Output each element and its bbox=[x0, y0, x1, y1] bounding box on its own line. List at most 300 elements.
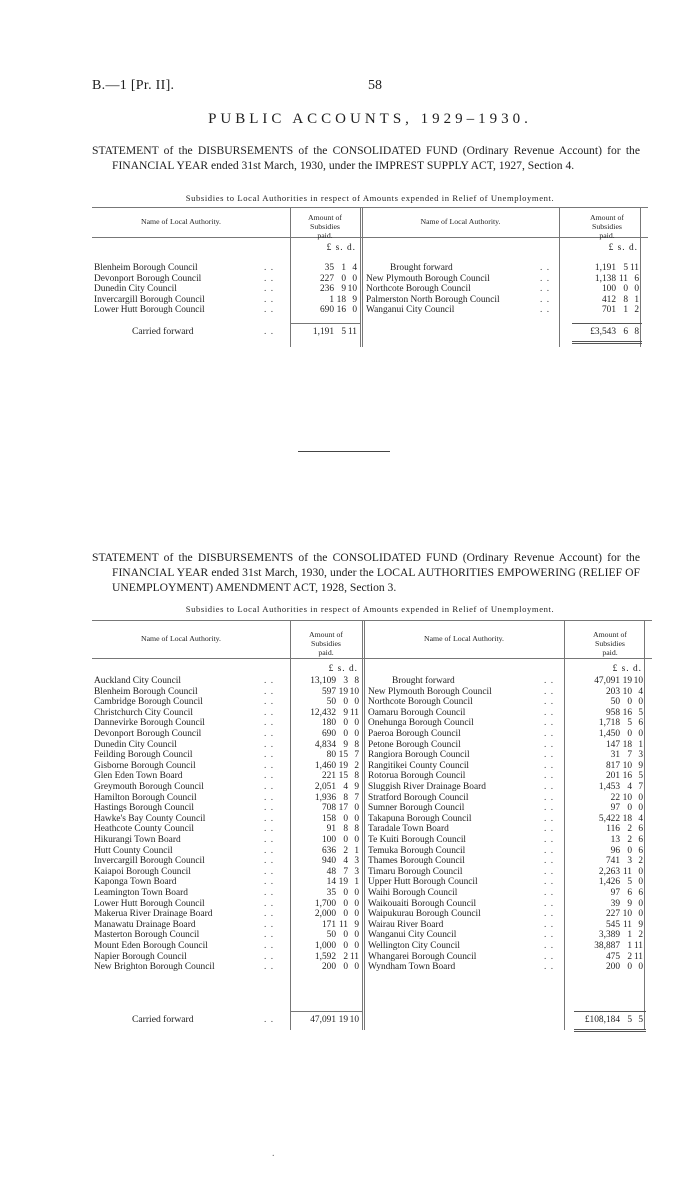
column-header-amount: Amount of Subsidies paid. bbox=[308, 630, 343, 657]
total-pence: 8 bbox=[634, 327, 639, 337]
authority-name: Onehunga Borough Council bbox=[368, 718, 474, 729]
leader-dots: . . bbox=[544, 845, 555, 856]
amount-pounds: 158 bbox=[321, 813, 336, 824]
amount-pence: 7 bbox=[638, 782, 643, 792]
amount-shillings: 18 bbox=[336, 294, 346, 305]
amount-pence: 11 bbox=[633, 941, 643, 951]
amount-shillings: 10 bbox=[622, 760, 632, 771]
authority-name: Napier Borough Council bbox=[94, 951, 187, 962]
amount-pence: 0 bbox=[638, 792, 643, 803]
section-divider bbox=[298, 451, 390, 452]
amount-pounds: 35 bbox=[324, 263, 334, 273]
amount-pounds: 201 bbox=[605, 771, 620, 782]
amount-pounds: 200 bbox=[321, 962, 336, 973]
amount-pounds: 1,000 bbox=[314, 941, 336, 951]
amount-pence: 4 bbox=[638, 813, 643, 824]
amount-shillings: 5 bbox=[627, 718, 632, 729]
authority-name: Kaponga Town Board bbox=[94, 877, 177, 888]
amount-pence: 8 bbox=[354, 739, 359, 750]
currency-units: £ s. d. bbox=[608, 243, 638, 253]
leader-dots: . . bbox=[540, 263, 551, 273]
authority-name: Sluggish River Drainage Board bbox=[368, 782, 486, 792]
authority-name: Sumner Borough Council bbox=[368, 803, 465, 814]
amount-pence: 0 bbox=[354, 729, 359, 739]
amount-pounds: 227 bbox=[319, 273, 334, 284]
amount-shillings: 8 bbox=[343, 792, 348, 803]
amount-pounds: 96 bbox=[610, 845, 620, 856]
amount-pence: 0 bbox=[638, 697, 643, 708]
amount-pence: 2 bbox=[638, 856, 643, 867]
amount-shillings: 1 bbox=[623, 305, 628, 316]
amount-shillings: 15 bbox=[338, 771, 348, 782]
authority-name: Blenheim Borough Council bbox=[94, 686, 198, 697]
page-title: PUBLIC ACCOUNTS, 1929–1930. bbox=[208, 111, 532, 127]
authority-name: New Plymouth Borough Council bbox=[366, 273, 490, 284]
table-row bbox=[92, 930, 652, 941]
amount-shillings: 4 bbox=[627, 782, 632, 792]
amount-pounds: 701 bbox=[601, 305, 616, 316]
table-row bbox=[92, 899, 652, 910]
authority-name: Upper Hutt Borough Council bbox=[368, 877, 478, 888]
amount-pence: 11 bbox=[349, 951, 359, 962]
leader-dots: . . bbox=[544, 771, 555, 782]
amount-shillings: 19 bbox=[338, 760, 348, 771]
amount-shillings: 0 bbox=[341, 273, 346, 284]
authority-name: Brought forward bbox=[392, 676, 455, 686]
amount-pence: 6 bbox=[638, 835, 643, 845]
leader-dots: . . bbox=[544, 739, 555, 750]
carried-forward-rule bbox=[290, 323, 360, 324]
authority-name: Rotorua Borough Council bbox=[368, 771, 466, 782]
amount-shillings: 0 bbox=[623, 284, 628, 295]
amount-pence: 5 bbox=[638, 707, 643, 718]
amount-pounds: 221 bbox=[321, 771, 336, 782]
amount-pence: 0 bbox=[354, 898, 359, 909]
leader-dots: . . bbox=[264, 273, 275, 284]
leader-dots: . . bbox=[264, 951, 275, 962]
leader-dots: . . bbox=[264, 824, 275, 835]
amount-pence: 8 bbox=[354, 824, 359, 835]
authority-name: Northcote Borough Council bbox=[366, 284, 471, 295]
amount-pounds: 475 bbox=[605, 951, 620, 962]
leader-dots: . . bbox=[544, 866, 555, 877]
leader-dots: . . bbox=[264, 919, 275, 930]
column-header-name: Name of Local Authority. bbox=[140, 634, 222, 643]
amount-pence: 3 bbox=[354, 856, 359, 867]
table-row bbox=[92, 814, 652, 825]
amount-shillings: 0 bbox=[343, 888, 348, 898]
leader-dots: . . bbox=[264, 845, 275, 856]
amount-pence: 1 bbox=[638, 739, 643, 750]
amount-shillings: 0 bbox=[343, 835, 348, 845]
amount-pence: 5 bbox=[638, 771, 643, 782]
amount-shillings: 2 bbox=[627, 824, 632, 835]
amount-pounds: 1,700 bbox=[314, 898, 336, 909]
amount-pence: 3 bbox=[638, 750, 643, 761]
amount-shillings: 5 bbox=[627, 877, 632, 888]
amount-shillings: 0 bbox=[343, 909, 348, 920]
authority-name: Temuka Borough Council bbox=[368, 845, 466, 856]
amount-shillings: 0 bbox=[343, 718, 348, 729]
leader-dots: . . bbox=[544, 835, 555, 845]
grand-total-row bbox=[92, 327, 648, 338]
amount-pounds: 741 bbox=[605, 856, 620, 867]
authority-name: Wellington City Council bbox=[368, 941, 460, 951]
amount-pounds: 180 bbox=[321, 718, 336, 729]
leader-dots: . . bbox=[544, 676, 555, 686]
amount-pence: 2 bbox=[354, 760, 359, 771]
authority-name: Paeroa Borough Council bbox=[368, 729, 461, 739]
amount-shillings: 3 bbox=[343, 676, 348, 686]
amount-pence: 6 bbox=[638, 845, 643, 856]
table-row bbox=[92, 824, 652, 835]
leader-dots: . . bbox=[544, 729, 555, 739]
amount-shillings: 2 bbox=[343, 845, 348, 856]
authority-name: New Brighton Borough Council bbox=[94, 962, 215, 973]
amount-shillings: 11 bbox=[618, 273, 628, 284]
amount-pence: 0 bbox=[354, 888, 359, 898]
authority-name: Lower Hutt Borough Council bbox=[94, 898, 205, 909]
authority-name: New Plymouth Borough Council bbox=[368, 686, 492, 697]
authority-name: Thames Borough Council bbox=[368, 856, 465, 867]
authority-name: Hutt County Council bbox=[94, 845, 173, 856]
table-row bbox=[92, 708, 652, 719]
amount-pounds: 1,191 bbox=[594, 263, 616, 273]
leader-dots: . . bbox=[544, 803, 555, 814]
leader-dots: . . bbox=[264, 898, 275, 909]
authority-name: Dunedin City Council bbox=[94, 739, 177, 750]
amount-shillings: 16 bbox=[622, 707, 632, 718]
amount-pence: 11 bbox=[633, 951, 643, 962]
footer-mark: . bbox=[272, 1148, 275, 1159]
total-pence: 5 bbox=[638, 1015, 643, 1025]
amount-shillings: 4 bbox=[343, 782, 348, 792]
authority-name: Te Kuiti Borough Council bbox=[368, 835, 467, 845]
amount-pounds: 5,422 bbox=[598, 813, 620, 824]
leader-dots: . . bbox=[264, 803, 275, 814]
authority-name: Wanganui City Council bbox=[368, 930, 457, 941]
amount-pounds: 14 bbox=[326, 877, 336, 888]
amount-pence: 2 bbox=[634, 305, 639, 316]
column-header-amount: Amount of Subsidies paid. bbox=[307, 213, 342, 240]
amount-pounds: 1 bbox=[329, 294, 334, 305]
amount-pence: 0 bbox=[354, 962, 359, 973]
carried-forward-label: Carried forward bbox=[132, 326, 194, 337]
table-row bbox=[92, 740, 652, 751]
amount-pence: 7 bbox=[354, 792, 359, 803]
amount-shillings: 0 bbox=[627, 845, 632, 856]
amount-pence: 2 bbox=[638, 930, 643, 941]
currency-units: £ s. d. bbox=[326, 243, 356, 253]
amount-pence: 10 bbox=[633, 676, 643, 686]
authority-name: Leamington Town Board bbox=[94, 888, 188, 898]
amount-pence: 0 bbox=[638, 909, 643, 920]
leader-dots: . . bbox=[264, 750, 275, 761]
grand-total-row bbox=[92, 1015, 652, 1026]
amount-shillings: 1 bbox=[627, 930, 632, 941]
leader-dots: . . bbox=[264, 877, 275, 888]
authority-name: Rangiora Borough Council bbox=[368, 750, 470, 761]
table-row bbox=[92, 729, 652, 740]
amount-pounds: 100 bbox=[321, 835, 336, 845]
table-row bbox=[92, 697, 652, 708]
leader-dots: . . bbox=[264, 718, 275, 729]
total-pounds: £3,543 bbox=[590, 327, 616, 337]
table-row bbox=[92, 295, 648, 306]
amount-pence: 9 bbox=[352, 294, 357, 305]
amount-pence: 10 bbox=[347, 284, 357, 295]
leader-dots: . . bbox=[264, 739, 275, 750]
leader-dots: . . bbox=[544, 718, 555, 729]
table-row bbox=[92, 793, 652, 804]
amount-pounds: 1,426 bbox=[598, 877, 620, 888]
amount-pounds: 597 bbox=[321, 686, 336, 697]
amount-pounds: 958 bbox=[605, 707, 620, 718]
amount-pence: 3 bbox=[354, 866, 359, 877]
amount-pence: 6 bbox=[638, 718, 643, 729]
authority-name: Wanganui City Council bbox=[366, 305, 455, 316]
amount-shillings: 6 bbox=[627, 888, 632, 898]
table-row bbox=[92, 856, 652, 867]
amount-shillings: 0 bbox=[343, 962, 348, 973]
amount-pounds: 690 bbox=[319, 305, 334, 316]
amount-shillings: 16 bbox=[336, 305, 346, 316]
amount-pounds: 636 bbox=[321, 845, 336, 856]
authority-name: Christchurch City Council bbox=[94, 707, 193, 718]
amount-pence: 1 bbox=[634, 294, 639, 305]
leader-dots: . . bbox=[540, 273, 551, 284]
amount-shillings: 10 bbox=[622, 792, 632, 803]
leader-dots: . . bbox=[264, 962, 275, 973]
amount-shillings: 0 bbox=[343, 697, 348, 708]
amount-pence: 0 bbox=[638, 962, 643, 973]
table-top-rule bbox=[92, 207, 648, 208]
amount-shillings: 9 bbox=[341, 284, 346, 295]
leader-dots: . . bbox=[264, 835, 275, 845]
amount-shillings: 0 bbox=[343, 813, 348, 824]
amount-pounds: 12,432 bbox=[310, 707, 336, 718]
amount-pounds: 171 bbox=[321, 919, 336, 930]
leader-dots: . . bbox=[540, 305, 551, 316]
leader-dots: . . bbox=[544, 686, 555, 697]
table-row bbox=[92, 274, 648, 285]
amount-pence: 9 bbox=[354, 782, 359, 792]
leader-dots: . . bbox=[264, 697, 275, 708]
leader-dots: . . bbox=[264, 866, 275, 877]
column-header-name: Name of Local Authority. bbox=[140, 217, 222, 226]
table-row bbox=[92, 305, 648, 316]
amount-shillings: 16 bbox=[622, 771, 632, 782]
amount-shillings: 11 bbox=[338, 919, 348, 930]
amount-pence: 6 bbox=[638, 888, 643, 898]
statement-2-subtitle: Subsidies to Local Authorities in respect of Amounts expended in Relief of Unemployment. bbox=[185, 604, 555, 614]
amount-pounds: 3,389 bbox=[598, 930, 620, 941]
amount-pounds: 50 bbox=[610, 697, 620, 708]
amount-shillings: 0 bbox=[343, 941, 348, 951]
leader-dots: . . bbox=[264, 284, 275, 295]
amount-pounds: 38,887 bbox=[594, 941, 620, 951]
amount-pounds: 116 bbox=[606, 824, 620, 835]
amount-shillings: 0 bbox=[343, 898, 348, 909]
amount-shillings: 19 bbox=[338, 1015, 348, 1025]
leader-dots: . . bbox=[264, 327, 275, 337]
authority-name: Glen Eden Town Board bbox=[94, 771, 183, 782]
table-row bbox=[92, 941, 652, 952]
column-header-name: Name of Local Authority. bbox=[423, 634, 505, 643]
amount-pounds: 708 bbox=[321, 803, 336, 814]
statement-2-table bbox=[92, 620, 652, 1030]
amount-shillings: 9 bbox=[627, 898, 632, 909]
table-row bbox=[92, 771, 652, 782]
leader-dots: . . bbox=[544, 856, 555, 867]
table-row bbox=[92, 676, 652, 687]
amount-pounds: 97 bbox=[610, 803, 620, 814]
amount-pounds: 1,592 bbox=[314, 951, 336, 962]
table-row bbox=[92, 909, 652, 920]
table-row bbox=[92, 263, 648, 274]
amount-pounds: 1,191 bbox=[312, 327, 334, 337]
table-row bbox=[92, 687, 652, 698]
leader-dots: . . bbox=[544, 760, 555, 771]
leader-dots: . . bbox=[544, 824, 555, 835]
amount-shillings: 19 bbox=[622, 676, 632, 686]
amount-pounds: 2,263 bbox=[598, 866, 620, 877]
table-row bbox=[92, 888, 652, 899]
amount-pounds: 1,936 bbox=[314, 792, 336, 803]
leader-dots: . . bbox=[544, 792, 555, 803]
amount-pounds: 1,138 bbox=[594, 273, 616, 284]
amount-pence: 4 bbox=[352, 263, 357, 273]
amount-shillings: 17 bbox=[338, 803, 348, 814]
authority-name: Auckland City Council bbox=[94, 676, 181, 686]
amount-pence: 0 bbox=[638, 877, 643, 888]
authority-name: Rangitikei County Council bbox=[368, 760, 470, 771]
authority-name: Waipukurau Borough Council bbox=[368, 909, 481, 920]
amount-pounds: 47,091 bbox=[310, 1015, 336, 1025]
amount-pounds: 100 bbox=[601, 284, 616, 295]
leader-dots: . . bbox=[544, 898, 555, 909]
amount-pence: 4 bbox=[638, 686, 643, 697]
amount-shillings: 0 bbox=[627, 962, 632, 973]
amount-shillings: 10 bbox=[622, 686, 632, 697]
carried-forward-rule bbox=[290, 1011, 362, 1012]
authority-name: Kaiapoi Borough Council bbox=[94, 866, 191, 877]
table-row bbox=[92, 952, 652, 963]
table-row bbox=[92, 803, 652, 814]
leader-dots: . . bbox=[264, 813, 275, 824]
amount-pence: 0 bbox=[352, 273, 357, 284]
authority-name: Dunedin City Council bbox=[94, 284, 177, 295]
authority-name: Devonport Borough Council bbox=[94, 729, 202, 739]
amount-pence: 6 bbox=[634, 273, 639, 284]
table-row bbox=[92, 846, 652, 857]
amount-pence: 11 bbox=[349, 707, 359, 718]
amount-shillings: 3 bbox=[627, 856, 632, 867]
amount-pounds: 412 bbox=[601, 294, 616, 305]
amount-pence: 1 bbox=[354, 845, 359, 856]
amount-shillings: 15 bbox=[338, 750, 348, 761]
authority-name: Taradale Town Board bbox=[368, 824, 449, 835]
authority-name: Manawatu Drainage Board bbox=[94, 919, 196, 930]
amount-pence: 7 bbox=[354, 750, 359, 761]
authority-name: Greymouth Borough Council bbox=[94, 782, 204, 792]
leader-dots: . . bbox=[264, 782, 275, 792]
amount-pence: 0 bbox=[354, 930, 359, 941]
amount-pounds: 22 bbox=[610, 792, 620, 803]
amount-pounds: 97 bbox=[610, 888, 620, 898]
authority-name: Feilding Borough Council bbox=[94, 750, 193, 761]
statement-1-heading bbox=[92, 143, 640, 173]
amount-shillings: 0 bbox=[627, 803, 632, 814]
leader-dots: . . bbox=[264, 707, 275, 718]
amount-shillings: 0 bbox=[343, 729, 348, 739]
authority-name: Hastings Borough Council bbox=[94, 803, 194, 814]
statement-1-text: STATEMENT of the DISBURSEMENTS of the CONSOLIDATED FUND (Ordinary Revenue Account) for the FINANCIAL YEAR ended 31st March, 1930, under the IMPREST SUPPLY ACT, 1927, Section 4. bbox=[92, 144, 640, 172]
amount-pounds: 690 bbox=[321, 729, 336, 739]
amount-pounds: 4,834 bbox=[314, 739, 336, 750]
leader-dots: . . bbox=[544, 782, 555, 792]
amount-pounds: 545 bbox=[605, 919, 620, 930]
authority-name: Hamilton Borough Council bbox=[94, 792, 197, 803]
authority-name: Brought forward bbox=[390, 263, 453, 273]
amount-pence: 8 bbox=[354, 676, 359, 686]
leader-dots: . . bbox=[264, 909, 275, 920]
authority-name: Devonport Borough Council bbox=[94, 273, 202, 284]
leader-dots: . . bbox=[544, 813, 555, 824]
leader-dots: . . bbox=[544, 888, 555, 898]
leader-dots: . . bbox=[264, 676, 275, 686]
leader-dots: . . bbox=[264, 1015, 275, 1025]
amount-shillings: 18 bbox=[622, 739, 632, 750]
amount-shillings: 2 bbox=[627, 951, 632, 962]
authority-name: Takapuna Borough Council bbox=[368, 813, 472, 824]
amount-pence: 0 bbox=[352, 305, 357, 316]
statement-2-heading bbox=[92, 550, 640, 595]
amount-pence: 9 bbox=[638, 919, 643, 930]
amount-shillings: 9 bbox=[343, 739, 348, 750]
amount-shillings: 8 bbox=[343, 824, 348, 835]
amount-shillings: 2 bbox=[343, 951, 348, 962]
amount-pence: 0 bbox=[354, 909, 359, 920]
amount-pence: 6 bbox=[638, 824, 643, 835]
authority-name: Wairau River Board bbox=[368, 919, 444, 930]
table-row bbox=[92, 920, 652, 931]
authority-name: Blenheim Borough Council bbox=[94, 263, 198, 273]
amount-shillings: 4 bbox=[343, 856, 348, 867]
column-header-amount: Amount of Subsidies paid. bbox=[589, 213, 624, 240]
authority-name: Waihi Borough Council bbox=[368, 888, 458, 898]
leader-dots: . . bbox=[544, 877, 555, 888]
table-row bbox=[92, 877, 652, 888]
amount-pounds: 236 bbox=[319, 284, 334, 295]
amount-pounds: 227 bbox=[605, 909, 620, 920]
amount-shillings: 7 bbox=[627, 750, 632, 761]
leader-dots: . . bbox=[264, 792, 275, 803]
amount-shillings: 0 bbox=[343, 930, 348, 941]
amount-shillings: 1 bbox=[341, 263, 346, 273]
amount-pence: 1 bbox=[354, 877, 359, 888]
leader-dots: . . bbox=[544, 951, 555, 962]
authority-name: Waikouaiti Borough Council bbox=[368, 898, 477, 909]
amount-shillings: 1 bbox=[627, 941, 632, 951]
authority-name: Invercargill Borough Council bbox=[94, 294, 205, 305]
currency-units: £ s. d. bbox=[612, 664, 642, 674]
leader-dots: . . bbox=[544, 941, 555, 951]
total-shillings: 6 bbox=[623, 327, 628, 337]
amount-pounds: 47,091 bbox=[594, 676, 620, 686]
amount-pounds: 817 bbox=[605, 760, 620, 771]
table-row bbox=[92, 962, 652, 973]
